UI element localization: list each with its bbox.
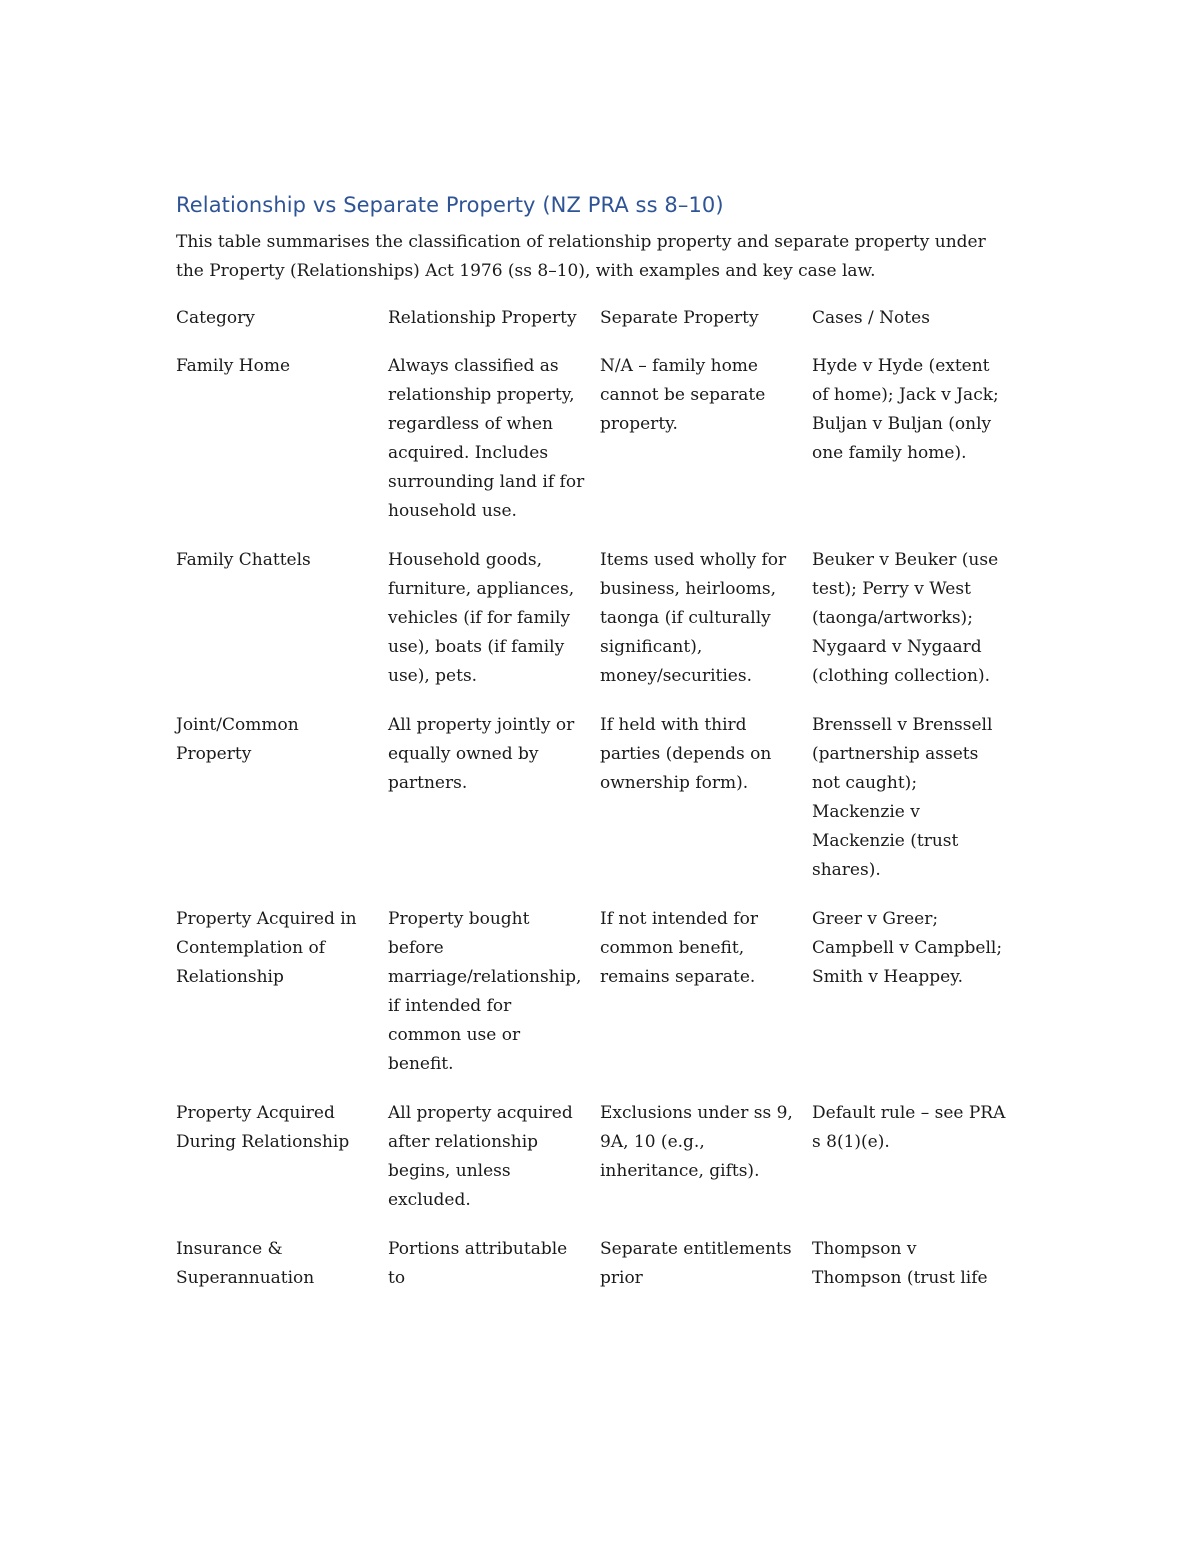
cell-relationship-property: Portions attributable to: [388, 1239, 568, 1288]
cell-cases-notes: Thompson v Thompson (trust life: [812, 1239, 988, 1288]
table-header-row: [176, 304, 1024, 352]
header-separate-property: Separate Property: [600, 308, 759, 328]
cell-cases-notes: Brenssell v Brenssell (partnership assets not caught); Mackenzie v Mackenzie (trust shares).: [812, 715, 993, 880]
cell-category: Family Chattels: [176, 550, 311, 570]
cell-separate-property: Exclusions under ss 9, 9A, 10 (e.g., inheritance, gifts).: [600, 1103, 793, 1181]
cell-relationship-property: All property jointly or equally owned by partners.: [388, 715, 575, 793]
cell-separate-property: N/A – family home cannot be separate property.: [600, 356, 766, 434]
cell-separate-property: Separate entitlements prior: [600, 1239, 792, 1288]
cell-separate-property: If held with third parties (depends on ownership form).: [600, 715, 772, 793]
header-relationship-property: Relationship Property: [388, 308, 577, 328]
table-row: [176, 1099, 1024, 1235]
cell-cases-notes: Default rule – see PRA s 8(1)(e).: [812, 1103, 1006, 1152]
cell-category: Family Home: [176, 356, 291, 376]
cell-category: Property Acquired During Relationship: [176, 1103, 350, 1152]
cell-relationship-property: All property acquired after relationship begins, unless excluded.: [388, 1103, 573, 1210]
table-row: [176, 905, 1024, 1099]
cell-cases-notes: Hyde v Hyde (extent of home); Jack v Jack; Buljan v Buljan (only one family home).: [812, 356, 999, 463]
cell-cases-notes: Beuker v Beuker (use test); Perry v West (taonga/artworks); Nygaard v Nygaard (clothing collection).: [812, 550, 999, 686]
document-page: [176, 190, 1024, 1313]
property-classification-table: [176, 304, 1024, 1313]
intro-paragraph: This table summarises the classification of relationship property and separate property under the Property (Relationships) Act 1976 (ss 8–10), with examples and key case law.: [176, 232, 986, 281]
cell-cases-notes: Greer v Greer; Campbell v Campbell; Smith v Heappey.: [812, 909, 1003, 987]
cell-separate-property: If not intended for common benefit, remains separate.: [600, 909, 758, 987]
header-category: Category: [176, 308, 255, 328]
document-title: Relationship vs Separate Property (NZ PRA ss 8–10): [176, 193, 724, 217]
cell-relationship-property: Always classified as relationship property, regardless of when acquired. Includes surrounding land if for household use.: [388, 356, 585, 521]
table-row: [176, 546, 1024, 711]
cell-category: Joint/Common Property: [176, 715, 299, 764]
cell-relationship-property: Household goods, furniture, appliances, vehicles (if for family use), boats (if family use), pets.: [388, 550, 575, 686]
table-row: [176, 711, 1024, 905]
table-row: [176, 352, 1024, 546]
cell-separate-property: Items used wholly for business, heirlooms, taonga (if culturally significant), money/securities.: [600, 550, 787, 686]
header-cases-notes: Cases / Notes: [812, 308, 930, 328]
table-row: [176, 1235, 1024, 1313]
cell-category: Insurance & Superannuation: [176, 1239, 315, 1288]
cell-relationship-property: Property bought before marriage/relationship, if intended for common use or benefit.: [388, 909, 582, 1074]
cell-category: Property Acquired in Contemplation of Relationship: [176, 909, 357, 987]
